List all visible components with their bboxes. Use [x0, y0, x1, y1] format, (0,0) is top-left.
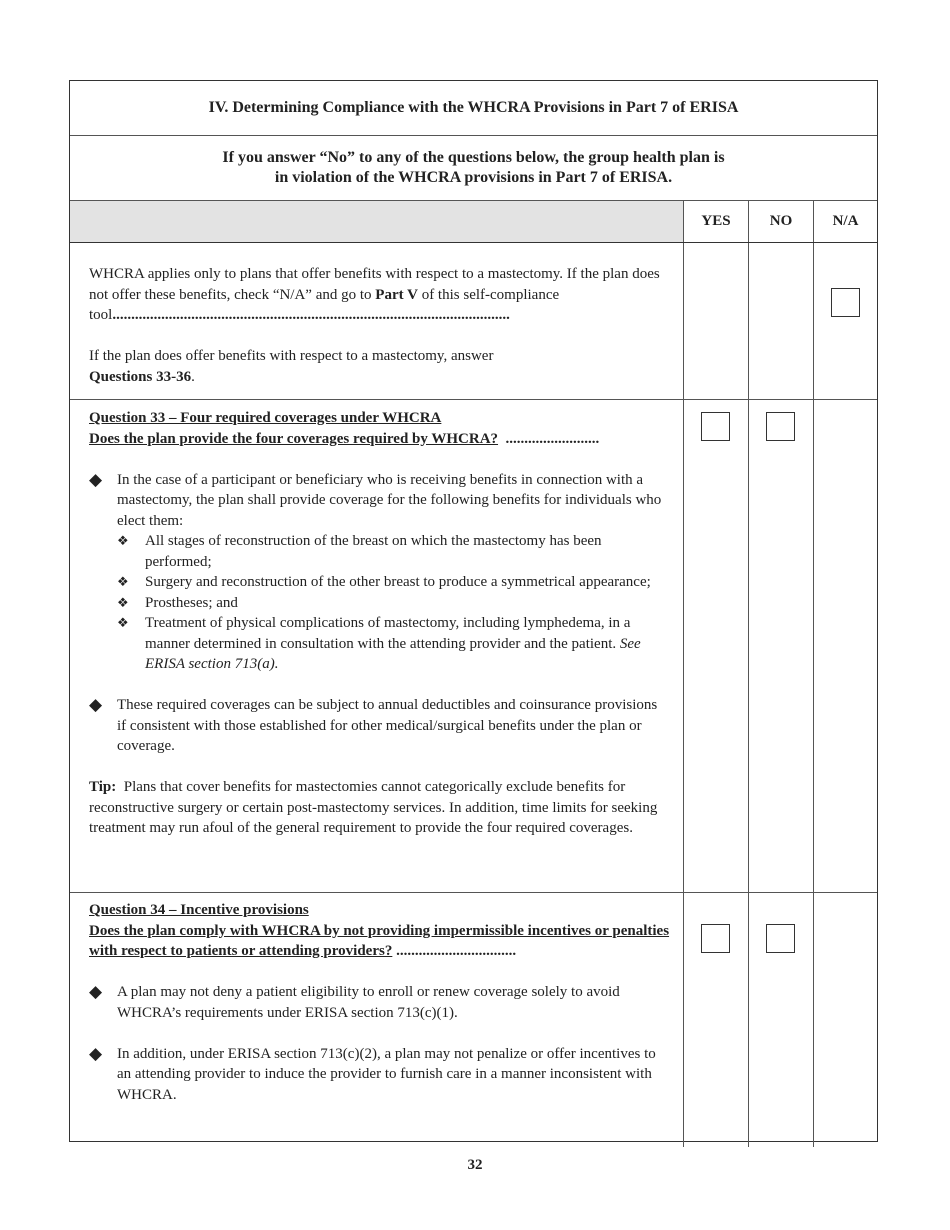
q33-sub-item-text: Prostheses; and — [145, 594, 238, 611]
q34-title: Question 34 – Incentive provisions — [89, 902, 309, 918]
column-header-row — [70, 201, 877, 243]
q33-sub-item-text: Surgery and reconstruction of the other breast to produce a symmetrical appearance; — [145, 574, 651, 590]
question-33-row — [70, 400, 877, 893]
q33-dots: ......................... — [505, 430, 600, 447]
intro-part-v: Part V — [375, 286, 418, 303]
ornament-bullet-icon: ❖ — [117, 533, 129, 548]
q34-bullet-2 — [89, 1044, 670, 1106]
q33-bullet-2 — [89, 695, 670, 757]
question-34-text — [70, 893, 683, 1147]
intro-second-line: If the plan does offer benefits with respect to a mastectomy, answer — [89, 348, 494, 364]
intro-text-b: of this self-compliance tool — [89, 286, 560, 323]
q33-sub-item — [117, 613, 670, 675]
q33-no-cell — [748, 400, 813, 892]
diamond-bullet-icon: ◆ — [89, 982, 103, 1001]
q33-sub-item-text: Treatment of physical complications of mastectomy, including lymphedema, in a manner determined in consultation with the attending provider and the patient. — [145, 615, 631, 652]
intro-text — [70, 243, 683, 399]
intro-dots: .......................................................................................................... — [112, 307, 510, 323]
q33-bullet-1 — [89, 470, 670, 675]
section-title — [70, 81, 877, 136]
intro-period: . — [191, 368, 195, 385]
page-number: 32 — [467, 1157, 483, 1173]
intro-no-cell — [748, 243, 813, 399]
q34-no-cell — [748, 893, 813, 1147]
yes-column-header: YES — [683, 201, 748, 242]
intro-text-a: WHCRA applies only to plans that offer benefits with respect to a mastectomy. If the plan does not offer these benefits, check “N/A” and go to — [89, 266, 660, 303]
diamond-bullet-icon: ◆ — [89, 695, 103, 714]
q33-citation: See ERISA section 713(a). — [145, 635, 641, 672]
section-title-text: IV. Determining Compliance with the WHCRA Provisions in Part 7 of ERISA — [208, 99, 739, 116]
q34-yes-cell — [683, 893, 748, 1147]
q33-no-checkbox[interactable] — [766, 412, 795, 441]
intro-na-checkbox[interactable] — [831, 288, 860, 317]
diamond-bullet-icon: ◆ — [89, 469, 103, 489]
instructions — [70, 136, 877, 201]
tip-text: Plans that cover benefits for mastectomies cannot categorically exclude benefits for reconstructive surgery or certain post-mastectomy services. In addition, time limits for seeking treatment may run afoul of the general requirement to provide the four required coverages. — [89, 779, 658, 836]
q33-sub-item — [117, 572, 670, 593]
q34-no-checkbox[interactable] — [766, 924, 795, 953]
intro-row — [70, 243, 877, 400]
na-column-header: N/A — [813, 201, 877, 242]
question-33-text — [70, 400, 683, 892]
q33-yes-cell — [683, 400, 748, 892]
tip-label: Tip: — [89, 779, 117, 795]
question-34-row — [70, 893, 877, 1147]
compliance-table — [69, 80, 878, 1142]
q33-question: Does the plan provide the four coverages required by WHCRA? — [89, 430, 499, 447]
q34-bullet-2-text: In addition, under ERISA section 713(c)(2), a plan may not penalize or offer incentives to an attending provider to induce the provider to furnish care in a manner inconsistent with WHCRA. — [117, 1045, 656, 1103]
ornament-bullet-icon: ❖ — [117, 594, 129, 610]
q34-bullet-1-text: A plan may not deny a patient eligibility to enroll or renew coverage solely to avoid WHCRA’s requirements under ERISA section 713(c)(1). — [117, 984, 620, 1021]
instruction-line-1: If you answer “No” to any of the questions below, the group health plan is — [222, 149, 725, 166]
intro-na-cell — [813, 243, 877, 399]
q33-yes-checkbox[interactable] — [701, 412, 730, 441]
ornament-bullet-icon: ❖ — [117, 615, 129, 630]
q33-bullet-2-text: These required coverages can be subject to annual deductibles and coinsurance provisions if consistent with those established for other medical/surgical benefits under the plan or coverage. — [117, 697, 658, 754]
no-column-header: NO — [748, 201, 813, 242]
ornament-bullet-icon: ❖ — [117, 574, 129, 589]
q33-na-cell — [813, 400, 877, 892]
q33-sub-item — [117, 531, 670, 572]
q34-question: Does the plan comply with WHCRA by not providing impermissible incentives or penalties with respect to patients or attending providers? — [89, 922, 670, 959]
q33-sub-item-text: All stages of reconstruction of the breast on which the mastectomy has been performed; — [145, 533, 602, 570]
q34-dots: ................................ — [396, 943, 517, 959]
header-blank — [70, 201, 683, 242]
q33-sub-item — [117, 593, 670, 614]
q34-na-cell — [813, 893, 877, 1147]
intro-yes-cell — [683, 243, 748, 399]
diamond-bullet-icon: ◆ — [89, 1043, 103, 1063]
q34-bullet-1 — [89, 982, 670, 1023]
instruction-line-2: in violation of the WHCRA provisions in Part 7 of ERISA. — [274, 169, 673, 186]
q33-bullet-1-text: In the case of a participant or beneficiary who is receiving benefits in connection with a mastectomy, the plan shall provide coverage for the following benefits for individuals who elect them: — [117, 471, 662, 529]
intro-questions: Questions 33-36 — [89, 368, 192, 385]
q34-yes-checkbox[interactable] — [701, 924, 730, 953]
q33-title: Question 33 – Four required coverages under WHCRA — [89, 410, 442, 426]
q33-tip — [89, 777, 670, 839]
